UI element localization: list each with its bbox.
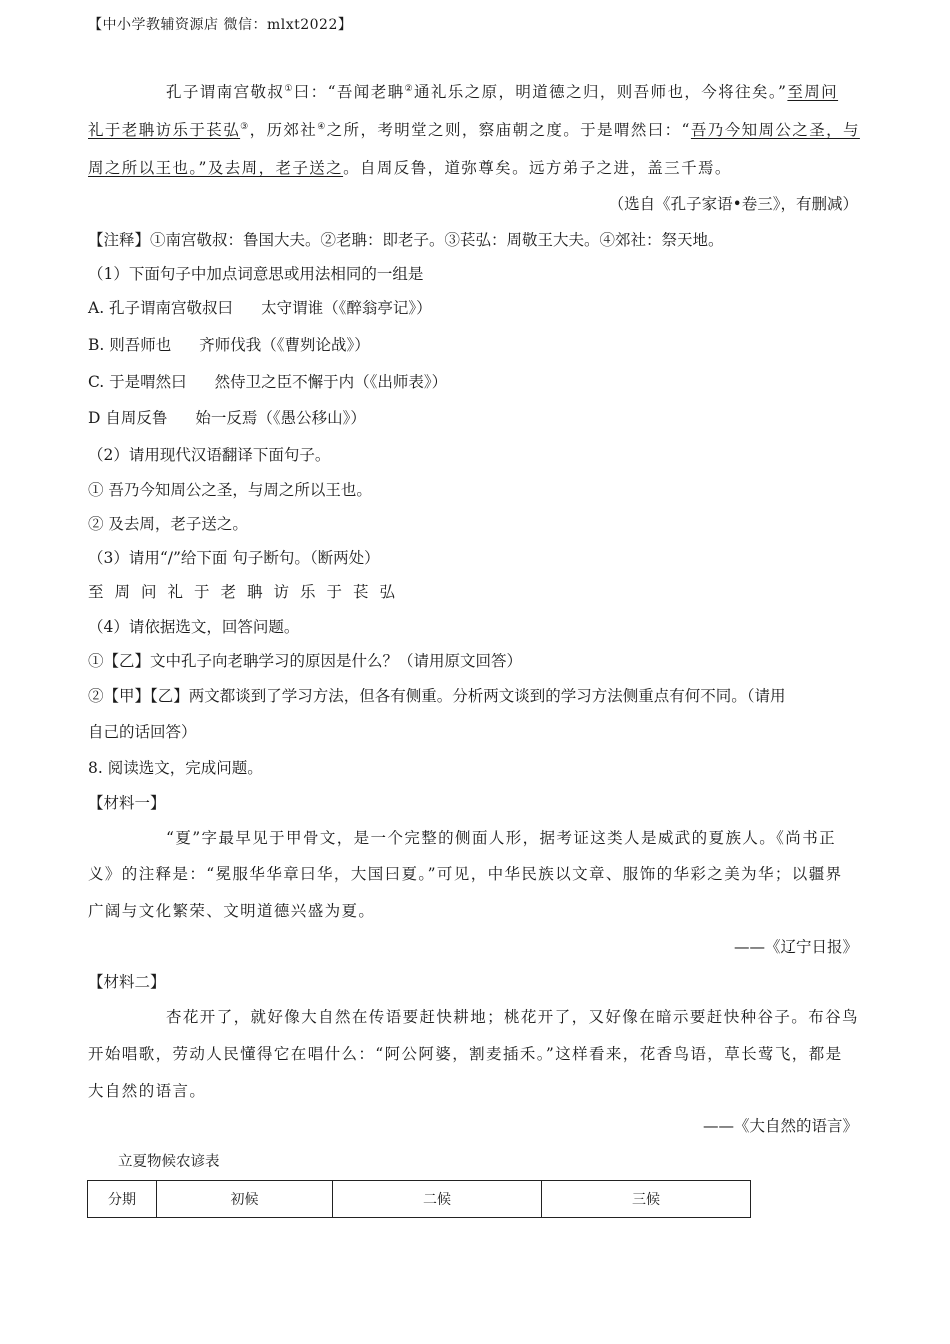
table-header-cell: 初候 xyxy=(157,1181,333,1218)
option-c xyxy=(88,370,858,392)
passage-text: 。自周反鲁，道弥尊矣。远方弟子之进，盖三千焉。 xyxy=(343,159,732,177)
passage-line-1 xyxy=(88,80,858,102)
material-1-line-1: “夏”字最早见于甲骨文，是一个完整的侧面人形，据考证这类人是威武的夏族人。《尚书正 xyxy=(166,829,837,847)
option-b-right: 齐师伐我（《曹刿论战》） xyxy=(199,336,370,354)
footnote-marker: ③ xyxy=(240,122,250,132)
option-b xyxy=(88,333,858,355)
material-2-line-1: 杏花开了，就好像大自然在传语要赶快耕地；桃花开了，又好像在暗示要赶快种谷子。布谷鸟 xyxy=(166,1008,859,1026)
table-title: 立夏物候农谚表 xyxy=(118,1154,220,1170)
page-header: 【中小学教辅资源店 微信：mlxt2022】 xyxy=(88,17,353,33)
question-4-sub-2: ②【甲】【乙】两文都谈到了学习方法，但各有侧重。分析两文谈到的学习方法侧重点有何不同。（请用 xyxy=(88,687,786,705)
annotation-notes: 【注释】①南宫敬叔：鲁国大夫。②老聃：即老子。③苌弘：周敬王大夫。④郊社：祭天地。 xyxy=(88,231,724,249)
material-1-line-3: 广阔与文化繁荣、文明道德兴盛为夏。 xyxy=(88,902,376,920)
passage-text: 通礼乐之原，明道德之归，则吾师也，今将往矣。” xyxy=(413,83,788,101)
passage-text: 之所，考明堂之则，察庙朝之度。于是喟然曰：“ xyxy=(326,121,691,139)
material-2-source: ——《大自然的语言》 xyxy=(702,1117,858,1135)
table-header-cell: 二候 xyxy=(333,1181,542,1218)
question-8-stem: 8. 阅读选文，完成问题。 xyxy=(88,759,263,777)
question-3-stem: （3）请用“/”给下面 句子断句。（断两处） xyxy=(88,549,380,567)
passage-source: （选自《孔子家语•卷三》，有删减） xyxy=(608,195,858,213)
material-2-title: 【材料二】 xyxy=(88,973,166,991)
table-header-cell: 三候 xyxy=(542,1181,751,1218)
passage-line-3 xyxy=(88,156,858,178)
material-2-line-2: 开始唱歌，劳动人民懂得它在唱什么：“阿公阿婆，割麦插禾。”这样看来，花香鸟语，草长莺飞，都是 xyxy=(88,1045,843,1063)
question-3-text: 至周问礼于老聃访乐于苌弘 xyxy=(88,583,407,601)
option-c-left: C. 于是喟然曰 xyxy=(88,373,187,391)
table-header-cell: 分期 xyxy=(88,1181,157,1218)
underlined-text: 礼于老聃访乐于苌弘 xyxy=(88,121,241,139)
question-2-sentence-2: ② 及去周，老子送之。 xyxy=(88,515,248,533)
option-b-left: B. 则吾师也 xyxy=(88,336,172,354)
material-1-line-2: 义》的注释是：“冕服华华章曰华，大国曰夏。”可见，中华民族以文章、服饰的华彩之美为华；以疆界 xyxy=(88,865,843,883)
underlined-text: 吾乃今知周公之圣，与 xyxy=(690,121,860,139)
underlined-text: 周之所以王也。”及去周，老子送之 xyxy=(88,159,344,177)
table-header-row xyxy=(88,1181,751,1218)
passage-text: 曰：“吾闻老聃 xyxy=(293,83,405,101)
question-4-sub-2-cont: 自己的话回答） xyxy=(88,723,197,741)
question-4-stem: （4）请依据选文，回答问题。 xyxy=(88,618,300,636)
footnote-marker: ① xyxy=(284,84,294,94)
footnote-marker: ④ xyxy=(317,122,327,132)
option-d-right: 始一反焉（《愚公移山》） xyxy=(195,409,366,427)
material-1-title: 【材料一】 xyxy=(88,794,166,812)
option-c-right: 然侍卫之臣不懈于内（《出师表》） xyxy=(214,373,448,391)
material-2-line-3: 大自然的语言。 xyxy=(88,1082,207,1100)
option-d xyxy=(88,406,858,428)
question-1-stem: （1）下面句子中加点词意思或用法相同的一组是 xyxy=(88,265,424,283)
underlined-text: 至周问 xyxy=(787,83,839,101)
passage-text: 孔子谓南宫敬叔 xyxy=(166,83,285,101)
option-d-left: D 自周反鲁 xyxy=(88,409,168,427)
footnote-marker: ② xyxy=(404,84,414,94)
passage-line-2 xyxy=(88,118,858,140)
question-2-stem: （2）请用现代汉语翻译下面句子。 xyxy=(88,446,331,464)
question-2-sentence-1: ① 吾乃今知周公之圣，与周之所以王也。 xyxy=(88,481,372,499)
option-a xyxy=(88,296,858,318)
passage-text: ，历郊社 xyxy=(249,121,318,139)
option-a-right: 太守谓谁（《醉翁亭记》） xyxy=(261,299,432,317)
material-1-source: ——《辽宁日报》 xyxy=(733,938,858,956)
phenology-table xyxy=(87,1180,751,1218)
question-4-sub-1: ①【乙】文中孔子向老聃学习的原因是什么？（请用原文回答） xyxy=(88,652,523,670)
option-a-left: A. 孔子谓南宫敬叔曰 xyxy=(88,299,234,317)
